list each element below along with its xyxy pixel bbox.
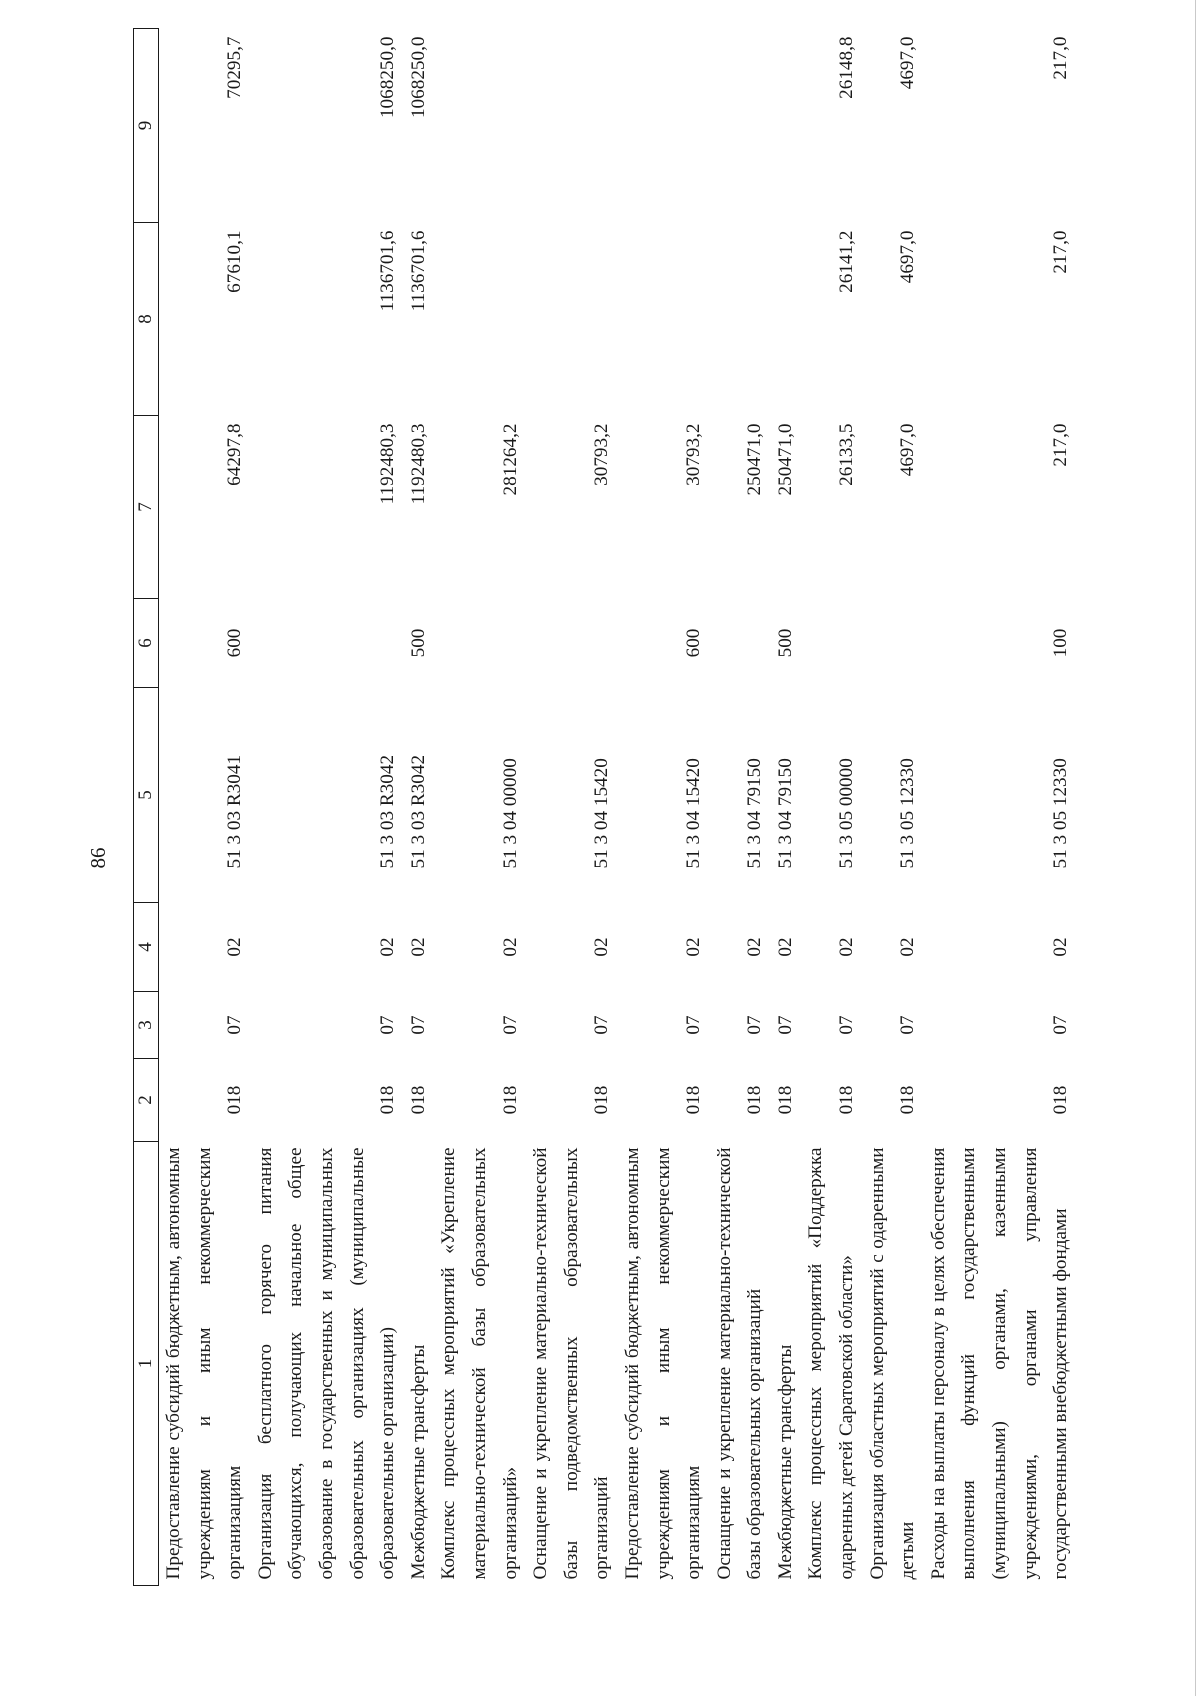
target-item-code: 51 3 04 00000 (499, 758, 521, 869)
column-header: 9 (134, 29, 159, 223)
amount-col9-value (740, 37, 771, 223)
table-row (801, 29, 862, 1586)
subsection-code: 02 (897, 937, 919, 957)
expense-type-code: 600 (224, 628, 246, 658)
amount-col7 (710, 416, 802, 599)
amount-col9 (434, 29, 526, 223)
amount-col9-value: 1068250,0 (377, 36, 399, 119)
target-item-code-value: 51 3 03 R3042 (407, 754, 429, 869)
section-code: 07 (683, 1015, 705, 1035)
expense-type-code (710, 599, 802, 688)
amount-col8-value: 1136701,6 (407, 230, 429, 312)
column-header: 5 (134, 688, 159, 903)
table-row (863, 29, 924, 1586)
subsection-code: 02 (683, 937, 705, 957)
amount-col7: 64297,8 (224, 423, 246, 486)
ministry-code (251, 1059, 435, 1142)
expense-type-code-value (740, 599, 771, 688)
ministry-code: 018 (1050, 1085, 1072, 1115)
table-row (526, 29, 618, 1586)
item-name-part: Межбюджетные трансферты (774, 1344, 796, 1580)
item-name: Комплекс процессных мероприятий «Укрепление материально-технической базы образовательных организаций» (438, 1147, 521, 1580)
target-item-code: 51 3 04 15420 (591, 758, 613, 869)
section-code (710, 992, 802, 1059)
subsection-code (710, 903, 802, 992)
subsection-code: 02 (224, 937, 246, 957)
amount-col7: 30793,2 (591, 423, 613, 486)
target-item-code: 51 3 05 12330 (1050, 758, 1072, 869)
ministry-code-value: 018 (774, 1085, 796, 1115)
table-row (251, 29, 435, 1586)
expense-type-code (863, 599, 924, 688)
table-row (618, 29, 710, 1586)
column-header: 7 (134, 416, 159, 599)
target-item-code: 51 3 05 00000 (836, 758, 858, 869)
amount-col8 (251, 223, 435, 416)
amount-col7: 4697,0 (897, 423, 919, 477)
column-header: 8 (134, 223, 159, 416)
target-item-code-value: 51 3 04 79150 (774, 758, 796, 869)
amount-col7: 26133,5 (836, 423, 858, 486)
amount-col9: 70295,7 (224, 36, 246, 99)
table-row (159, 29, 251, 1586)
amount-col9 (526, 29, 618, 223)
column-header: 6 (134, 599, 159, 688)
column-header: 4 (134, 903, 159, 992)
table-row (710, 29, 802, 1586)
amount-col8-value: 1136701,6 (377, 230, 399, 312)
item-name: Комплекс процессных мероприятий «Поддержка одаренных детей Саратовской области» (805, 1147, 858, 1580)
ministry-code-value: 018 (377, 1085, 399, 1115)
subsection-code-value: 02 (377, 937, 399, 957)
section-code (251, 992, 435, 1059)
amount-col9: 4697,0 (897, 36, 919, 90)
section-code-value: 07 (407, 1015, 429, 1035)
subsection-code-value: 02 (744, 937, 766, 957)
section-code: 07 (1050, 1015, 1072, 1035)
expense-type-code (251, 599, 435, 688)
item-name: Оснащение и укрепление материально-технической базы подведомственных образовательных организаций (530, 1147, 613, 1580)
ministry-code-value: 018 (407, 1085, 429, 1115)
amount-col7 (251, 416, 435, 599)
target-item-code (251, 688, 435, 903)
subsection-code-value: 02 (407, 937, 429, 957)
amount-col7: 281264,2 (499, 423, 521, 496)
subsection-code: 02 (1050, 937, 1072, 957)
expense-type-code (434, 599, 526, 688)
target-item-code (710, 688, 802, 903)
amount-col9: 26148,8 (836, 36, 858, 99)
amount-col7: 30793,2 (683, 423, 705, 486)
amount-col8: 67610,1 (224, 230, 246, 293)
column-header: 1 (134, 1142, 159, 1586)
section-code: 07 (499, 1015, 521, 1035)
amount-col8-value (740, 231, 771, 416)
item-name (251, 1142, 435, 1586)
amount-col8 (618, 223, 710, 416)
item-name: Организация областных мероприятий с одаренными детьми (866, 1147, 919, 1580)
subsection-code-value: 02 (774, 937, 796, 957)
amount-col7-value: 250471,0 (774, 423, 796, 496)
section-code: 07 (591, 1015, 613, 1035)
target-item-code: 51 3 04 15420 (683, 758, 705, 869)
section-code-value: 07 (744, 1015, 766, 1035)
table-row (924, 29, 1077, 1586)
expense-type-code-value: 500 (774, 628, 796, 658)
amount-col9 (251, 29, 435, 223)
item-name: Предоставление субсидий бюджетным, автономным учреждениям и иным некоммерческим организациям (163, 1147, 246, 1580)
amount-col7-value: 250471,0 (744, 423, 766, 496)
item-name: Предоставление субсидий бюджетным, автономным учреждениям и иным некоммерческим организациям (621, 1147, 705, 1580)
ministry-code: 018 (897, 1085, 919, 1115)
subsection-code (251, 903, 435, 992)
column-header: 2 (134, 1059, 159, 1142)
ministry-code: 018 (683, 1085, 705, 1115)
item-name-part: Оснащение и укрепление материально-технической базы образовательных организаций (713, 1147, 766, 1580)
amount-col7: 217,0 (1050, 423, 1072, 467)
amount-col8: 4697,0 (897, 230, 919, 284)
amount-col8: 26141,2 (836, 230, 858, 293)
subsection-code: 02 (499, 937, 521, 957)
target-item-code: 51 3 03 R3041 (224, 754, 246, 869)
section-code-value: 07 (377, 1015, 399, 1035)
expense-type-code (801, 599, 862, 688)
target-item-code-value: 51 3 04 79150 (744, 758, 766, 869)
column-header: 3 (134, 992, 159, 1059)
amount-col9 (710, 29, 802, 223)
target-item-code: 51 3 05 12330 (897, 758, 919, 869)
item-name-part: Организация бесплатного горячего питания обучающихся, получающих начальное общее образование в государственных и муниципальных образовательных организациях (муниципальные образовательные организации) (254, 1147, 399, 1580)
ministry-code-value: 018 (744, 1085, 766, 1115)
expense-type-code-value (373, 599, 404, 688)
amount-col7-value: 1192480,3 (407, 423, 429, 505)
amount-col8 (434, 223, 526, 416)
ministry-code: 018 (591, 1085, 613, 1115)
expense-type-code: 600 (683, 628, 705, 658)
item-name (710, 1142, 802, 1586)
amount-col9-value: 1068250,0 (407, 36, 429, 119)
budget-table (133, 28, 1077, 1586)
expense-type-code-value: 500 (407, 628, 429, 658)
item-name-part: Межбюджетные трансферты (407, 1344, 429, 1580)
target-item-code-value: 51 3 03 R3042 (377, 754, 399, 869)
amount-col8 (526, 223, 618, 416)
amount-col8-value (771, 231, 802, 416)
amount-col9: 217,0 (1050, 36, 1072, 80)
subsection-code: 02 (836, 937, 858, 957)
section-code-value: 07 (774, 1015, 796, 1035)
ministry-code: 018 (836, 1085, 858, 1115)
table-header-row (134, 29, 159, 1586)
subsection-code: 02 (591, 937, 613, 957)
expense-type-code: 100 (1050, 628, 1072, 658)
amount-col9-value (771, 37, 802, 223)
amount-col7-value: 1192480,3 (377, 423, 399, 505)
item-name: Расходы на выплаты персоналу в целях обеспечения выполнения функций государственными (муниципальными) органами, казенными учреждениями, органами управления государственными внебюджетными фондами (927, 1147, 1072, 1580)
expense-type-code (526, 599, 618, 688)
ministry-code (710, 1059, 802, 1142)
table-row (434, 29, 526, 1586)
amount-col8: 217,0 (1050, 230, 1072, 274)
ministry-code: 018 (224, 1085, 246, 1115)
ministry-code: 018 (499, 1085, 521, 1115)
section-code: 07 (897, 1015, 919, 1035)
section-code: 07 (836, 1015, 858, 1035)
page-number: 86 (86, 847, 110, 869)
section-code: 07 (224, 1015, 246, 1035)
amount-col9 (618, 29, 710, 223)
amount-col8 (710, 223, 802, 416)
